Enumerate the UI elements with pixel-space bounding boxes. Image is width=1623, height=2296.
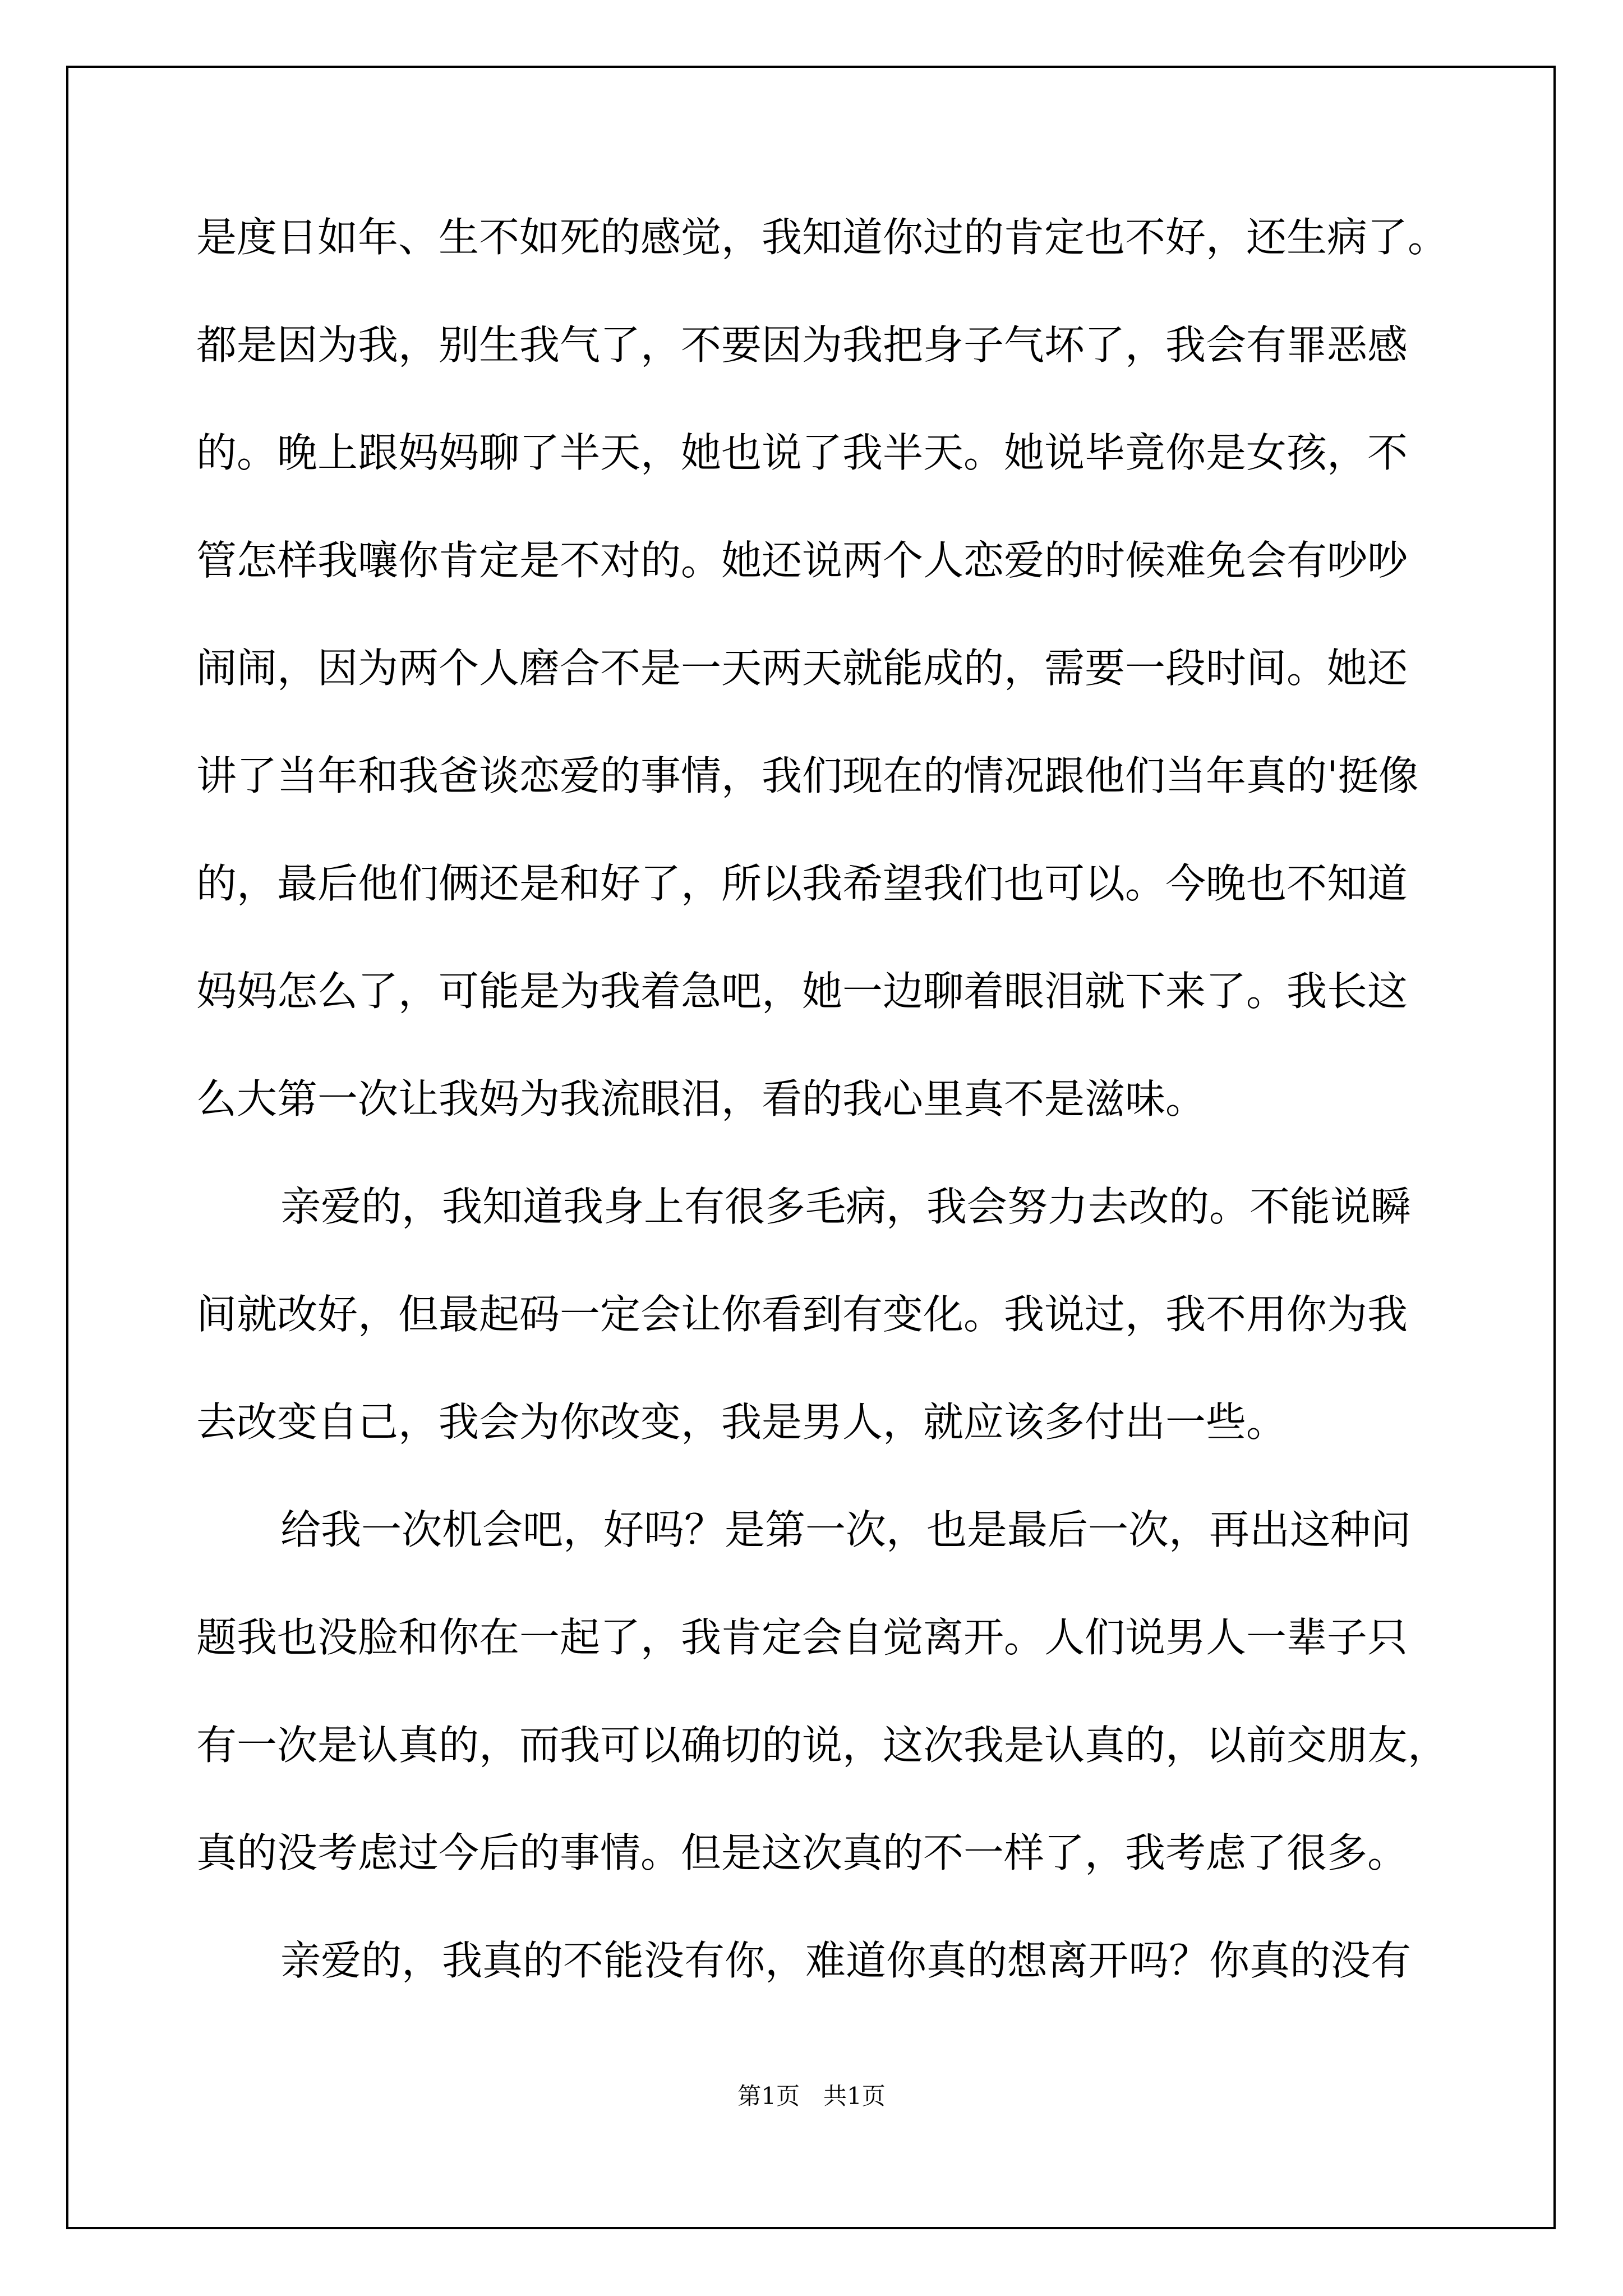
page-border: [66, 66, 1556, 2229]
body-text-line: 是度日如年、生不如死的感觉，我知道你过的肯定也不好，还生病了。: [196, 214, 1449, 261]
body-text-line: 管怎样我嚷你肯定是不对的。她还说两个人恋爱的时候难免会有吵吵: [196, 537, 1408, 584]
body-text-line: 都是因为我，别生我气了，不要因为我把身子气坏了，我会有罪恶感: [196, 321, 1408, 369]
body-text-line: 妈妈怎么了，可能是为我着急吧，她一边聊着眼泪就下来了。我长这: [196, 968, 1408, 1015]
page-footer: 第1页 共1页: [737, 2082, 886, 2110]
body-text-line: 真的没考虑过今后的事情。但是这次真的不一样了，我考虑了很多。: [196, 1829, 1408, 1876]
body-text-line: 去改变自己，我会为你改变，我是男人，就应该多付出一些。: [196, 1398, 1287, 1446]
body-text-line: 间就改好，但最起码一定会让你看到有变化。我说过，我不用你为我: [196, 1291, 1408, 1338]
body-text-line: 有一次是认真的，而我可以确切的说，这次我是认真的，以前交朋友，: [196, 1722, 1449, 1769]
body-text-line: 题我也没脸和你在一起了，我肯定会自觉离开。人们说男人一辈子只: [196, 1614, 1408, 1661]
body-text-line: 给我一次机会吧，好吗？是第一次，也是最后一次，再出这种问: [280, 1506, 1412, 1553]
body-text-line: 的。晚上跟妈妈聊了半天，她也说了我半天。她说毕竟你是女孩，不: [196, 429, 1408, 476]
body-text-line: 亲爱的，我真的不能没有你，难道你真的想离开吗？你真的没有: [280, 1937, 1412, 1984]
body-text-line: 闹闹，因为两个人磨合不是一天两天就能成的，需要一段时间。她还: [196, 645, 1408, 692]
body-text-line: 讲了当年和我爸谈恋爱的事情，我们现在的情况跟他们当年真的'挺像: [196, 752, 1419, 799]
body-text-line: 亲爱的，我知道我身上有很多毛病，我会努力去改的。不能说瞬: [280, 1183, 1412, 1230]
body-text-line: 么大第一次让我妈为我流眼泪，看的我心里真不是滋味。: [196, 1075, 1206, 1122]
body-text-line: 的，最后他们俩还是和好了，所以我希望我们也可以。今晚也不知道: [196, 860, 1408, 907]
